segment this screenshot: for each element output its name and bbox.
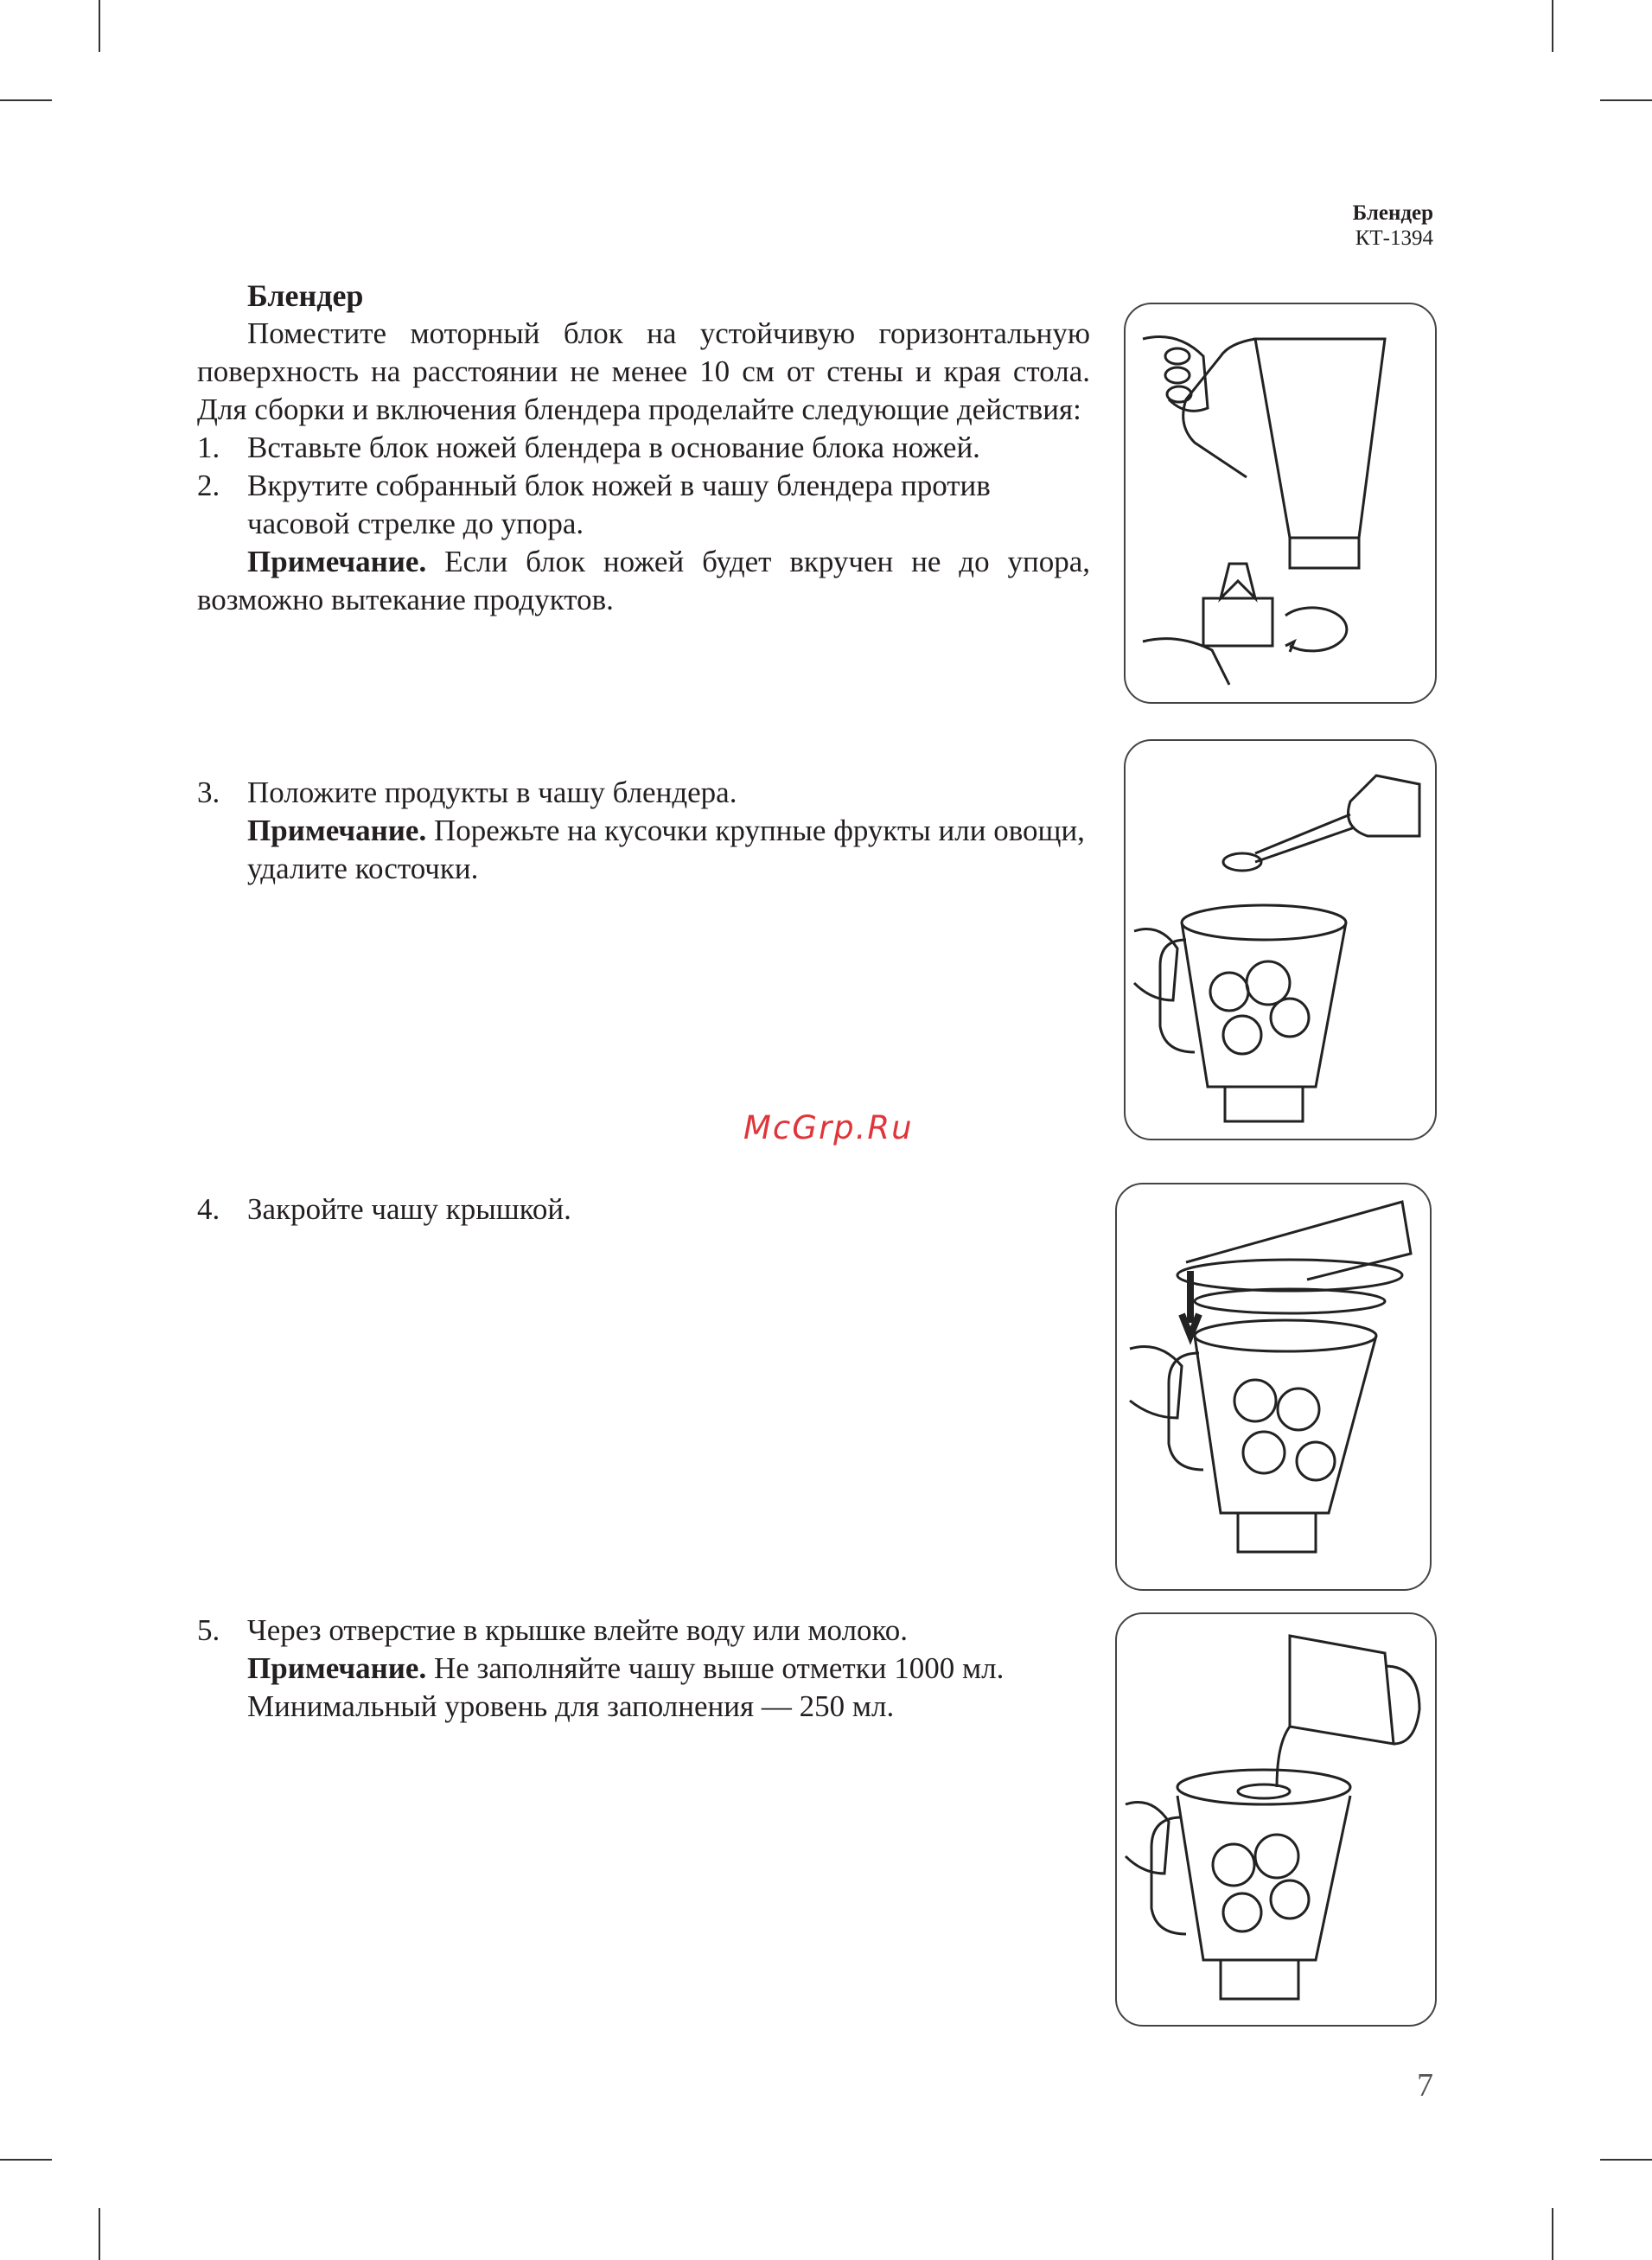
crop-mark [0, 99, 52, 101]
illustration-adding-products [1124, 739, 1437, 1140]
step-3 [197, 774, 1090, 812]
step-4 [197, 1191, 1090, 1229]
step-2 [197, 467, 1090, 543]
illustration-closing-lid [1115, 1183, 1432, 1591]
note-label: Примечание. [247, 814, 427, 847]
intro-block [197, 277, 1090, 619]
watermark: McGrp.Ru [743, 1109, 914, 1146]
page-number: 7 [1417, 2067, 1433, 2104]
step-text: Через отверстие в крышке влейте воду или молоко. [247, 1613, 909, 1647]
note-label: Примечание. [247, 545, 427, 578]
step-number: 4. [197, 1192, 220, 1226]
step-number: 1. [197, 431, 220, 464]
crop-mark [1552, 2208, 1553, 2260]
crop-mark [99, 2208, 100, 2260]
step-5 [197, 1612, 1090, 1650]
crop-mark [99, 0, 100, 52]
step-5-block [197, 1612, 1090, 1726]
running-header [1353, 201, 1433, 252]
step-text: Положите продукты в чашу блендера. [247, 776, 737, 809]
crop-mark [1600, 2159, 1652, 2161]
note-text: Не заполняйте чашу выше отметки 1000 мл. Минимальный уровень для заполнения — 250 мл. [247, 1651, 1005, 1723]
intro-paragraph: Поместите моторный блок на устойчивую горизонтальную поверхность на расстоянии не менее 10 см от стены и края стола. Для сборки и включения блендера проделайте следующие действия: [197, 316, 1090, 426]
step-number: 5. [197, 1613, 220, 1647]
step-4-block [197, 1191, 1090, 1229]
header-model: КТ-1394 [1355, 226, 1433, 250]
note-label: Примечание. [247, 1651, 427, 1685]
note-5 [247, 1650, 1090, 1726]
step-text: Вставьте блок ножей блендера в основание блока ножей. [247, 431, 980, 464]
illustration-pouring-liquid [1115, 1612, 1437, 2027]
crop-mark [1600, 99, 1652, 101]
section-heading: Блендер [247, 278, 364, 313]
step-3-block [197, 774, 1090, 888]
illustration-blade-assembly [1124, 303, 1437, 704]
step-number: 2. [197, 469, 220, 502]
step-1 [197, 429, 1090, 467]
step-text: Вкрутите собранный блок ножей в чашу блендера против часовой стрелке до упора. [247, 469, 991, 540]
header-title: Блендер [1352, 201, 1433, 225]
crop-mark [1552, 0, 1553, 52]
step-number: 3. [197, 776, 220, 809]
crop-mark [0, 2159, 52, 2161]
step-text: Закройте чашу крышкой. [247, 1192, 571, 1226]
note-text: Если блок ножей будет вкручен не до упора, возможно вытекание продуктов. [197, 545, 1090, 616]
note-text: Порежьте на кусочки крупные фрукты или овощи, удалите косточки. [247, 814, 1085, 885]
note-1 [197, 543, 1090, 619]
note-3 [247, 812, 1090, 888]
